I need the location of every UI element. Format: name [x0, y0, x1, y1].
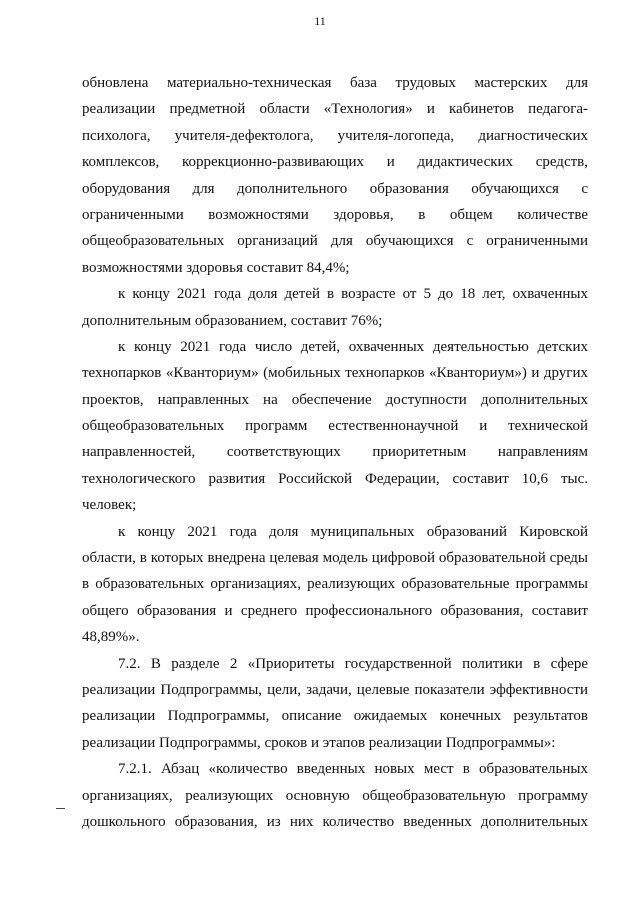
paragraph-6: [82, 756, 588, 835]
text-line: 7.2.1. Абзац «количество введенных новых мест в образовательных: [118, 761, 588, 778]
text-line: общеобразовательных организаций для обучающихся с ограниченными: [82, 233, 588, 250]
page-number: 11: [314, 14, 326, 28]
text-line: дополнительным образованием, составит 76%;: [82, 312, 383, 329]
text-line: реализации предметной области «Технология» и кабинетов педагога-: [82, 101, 588, 118]
paragraph-4: [82, 519, 588, 651]
text-line: к концу 2021 года число детей, охваченных деятельностью детских: [118, 338, 588, 355]
text-line: общего образования и среднего профессионального образования, составит: [82, 602, 588, 619]
text-line: к концу 2021 года доля детей в возрасте от 5 до 18 лет, охваченных: [118, 286, 588, 303]
paragraph-2: [82, 281, 588, 334]
text-line: реализации Подпрограммы, описание ожидаемых конечных результатов: [82, 708, 588, 725]
text-line: направленностей, соответствующих приоритетным направлениям: [82, 444, 588, 461]
text-line: дошкольного образования, из них количество введенных дополнительных: [82, 813, 588, 830]
text-line: технопарков «Кванториум» (мобильных технопарков «Кванториум») и других: [82, 365, 588, 382]
text-line: 7.2. В разделе 2 «Приоритеты государственной политики в сфере: [118, 655, 588, 672]
text-line: комплексов, коррекционно-развивающих и дидактических средств,: [82, 154, 588, 171]
text-line: к концу 2021 года доля муниципальных образований Кировской: [118, 523, 588, 540]
text-line: обновлена материально-техническая база трудовых мастерских для: [82, 75, 588, 91]
text-line: реализации Подпрограммы, цели, задачи, целевые показатели эффективности: [82, 681, 588, 698]
text-line: в образовательных организациях, реализующих образовательные программы: [82, 576, 588, 593]
text-line: проектов, направленных на обеспечение доступности дополнительных: [82, 391, 588, 408]
text-line: реализации Подпрограммы, сроков и этапов реализации Подпрограммы»:: [82, 734, 556, 751]
text-line: возможностями здоровья составит 84,4%;: [82, 259, 350, 276]
text-line: организациях, реализующих основную общеобразовательную программу: [82, 787, 588, 804]
paragraph-5: [82, 651, 588, 757]
text-line: 48,89%».: [82, 629, 140, 646]
margin-mark: [56, 808, 65, 809]
text-line: технологического развития Российской Федерации, составит 10,6 тыс.: [82, 470, 588, 487]
text-line: области, в которых внедрена целевая модель цифровой образовательной среды: [82, 550, 588, 567]
text-line: человек;: [82, 497, 137, 514]
text-line: оборудования для дополнительного образования обучающихся с: [82, 180, 588, 197]
text-line: психолога, учителя-дефектолога, учителя-логопеда, диагностических: [82, 127, 588, 144]
text-line: ограниченными возможностями здоровья, в общем количестве: [82, 206, 588, 223]
document-body: [82, 70, 588, 835]
text-line: общеобразовательных программ естественнонаучной и технической: [82, 418, 588, 435]
paragraph-1: [82, 70, 588, 281]
paragraph-3: [82, 334, 588, 519]
